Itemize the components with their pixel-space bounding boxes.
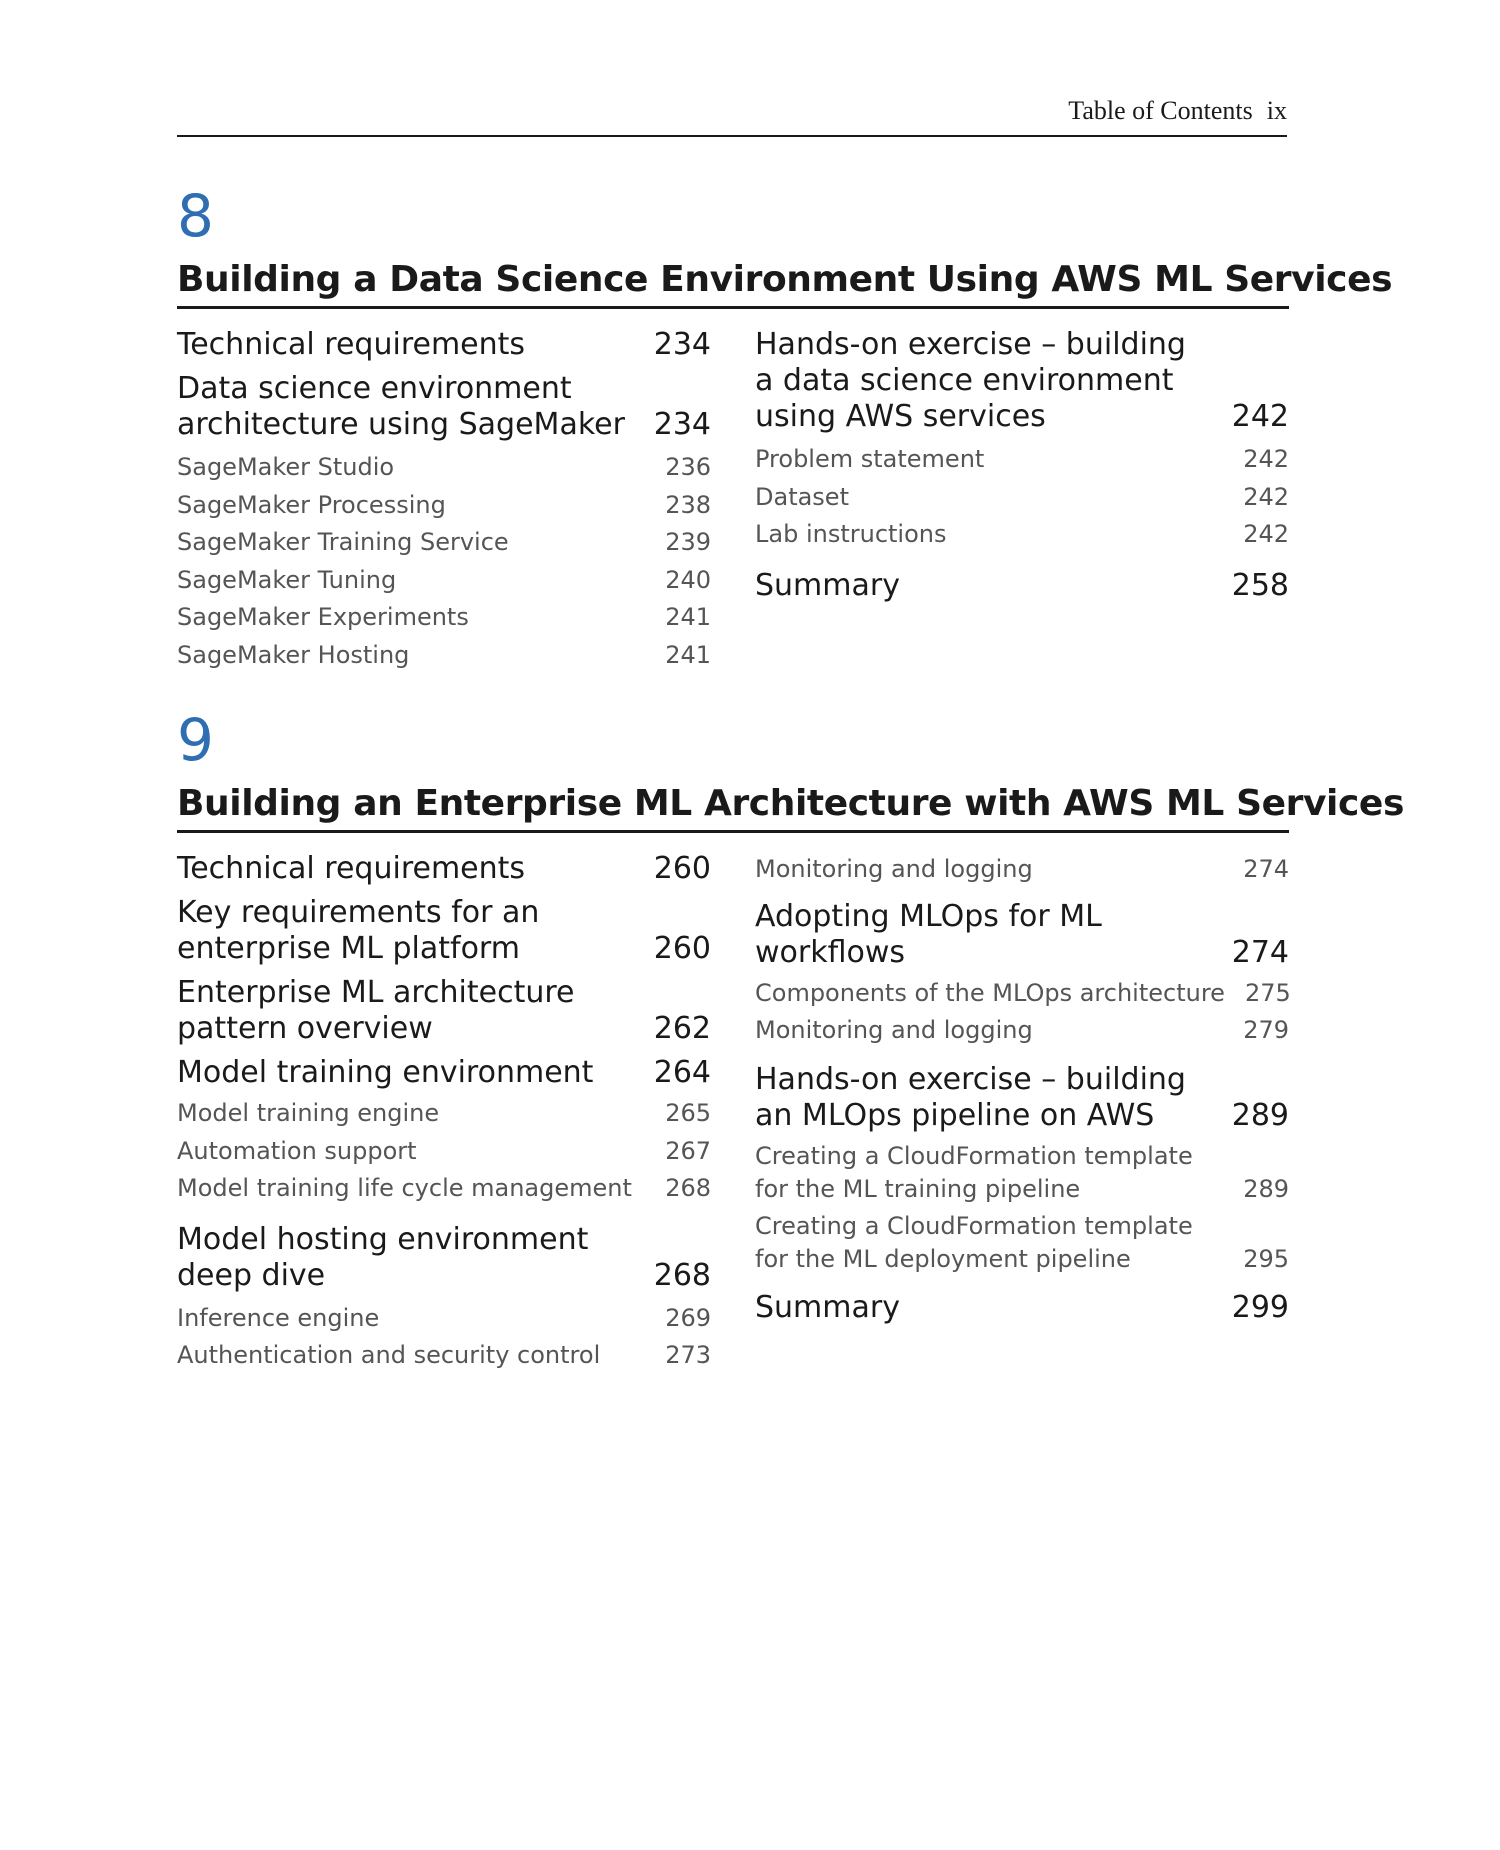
- toc-subentry[interactable]: SageMaker Experiments 241: [177, 603, 711, 631]
- toc-subentry[interactable]: Dataset 242: [755, 482, 1289, 511]
- running-header-title: Table of Contents: [1068, 96, 1253, 125]
- toc-entry[interactable]: Hands-on exercise – building an MLOps pipeline on AWS 289: [755, 1061, 1289, 1133]
- chapter-9: [177, 706, 1404, 1375]
- toc-subentry[interactable]: Creating a CloudFormation template for the ML training pipeline 289: [755, 1141, 1289, 1203]
- toc-entry[interactable]: Adopting MLOps for ML workflows 274: [755, 898, 1289, 970]
- toc-entry[interactable]: Technical requirements 260: [177, 851, 711, 886]
- toc-entry[interactable]: Hands-on exercise – building a data science environment using AWS services 242: [755, 327, 1289, 434]
- toc-subentry[interactable]: Monitoring and logging 279: [755, 1016, 1289, 1044]
- toc-entry[interactable]: Model training environment 264: [177, 1055, 711, 1090]
- toc-subentry[interactable]: Monitoring and logging 274: [755, 855, 1289, 883]
- running-header: [177, 96, 1287, 137]
- page-number: ix: [1266, 96, 1287, 125]
- chapter-number: 8: [177, 182, 214, 250]
- toc-subentry[interactable]: Authentication and security control 273: [177, 1341, 711, 1369]
- toc-entry[interactable]: Model hosting environment deep dive 268: [177, 1221, 711, 1293]
- toc-subentry[interactable]: SageMaker Studio 236: [177, 453, 711, 481]
- toc-column-left: [177, 851, 711, 1375]
- toc-column-left: [177, 327, 711, 674]
- chapter-8: [177, 182, 1393, 674]
- toc-subentry[interactable]: Model training life cycle management 268: [177, 1174, 711, 1202]
- toc-entry[interactable]: Technical requirements 234: [177, 327, 711, 362]
- toc-subentry[interactable]: Inference engine 269: [177, 1303, 711, 1332]
- toc-column-right: [755, 851, 1289, 1375]
- toc-entry[interactable]: Summary 258: [755, 567, 1289, 603]
- toc-subentry[interactable]: SageMaker Processing 238: [177, 490, 711, 519]
- toc-entry[interactable]: Data science environment architecture using SageMaker 234: [177, 371, 711, 442]
- toc-subentry[interactable]: Lab instructions 242: [755, 520, 1289, 548]
- chapter-title: Building an Enterprise ML Architecture with AWS ML Services: [177, 783, 1289, 833]
- toc-entry[interactable]: Key requirements for an enterprise ML platform 260: [177, 895, 711, 966]
- chapter-title: Building a Data Science Environment Using AWS ML Services: [177, 259, 1289, 309]
- toc-column-right: [755, 327, 1289, 674]
- toc-subentry[interactable]: Problem statement 242: [755, 445, 1289, 473]
- chapter-number: 9: [177, 706, 214, 774]
- toc-subentry[interactable]: Components of the MLOps architecture 275: [755, 978, 1291, 1007]
- toc-subentry[interactable]: SageMaker Training Service 239: [177, 528, 711, 556]
- toc-entry[interactable]: Enterprise ML architecture pattern overview 262: [177, 975, 711, 1046]
- toc-subentry[interactable]: SageMaker Hosting 241: [177, 640, 711, 669]
- toc-subentry[interactable]: Automation support 267: [177, 1136, 711, 1165]
- toc-subentry[interactable]: Model training engine 265: [177, 1099, 711, 1127]
- toc-entry[interactable]: Summary 299: [755, 1289, 1289, 1325]
- toc-subentry[interactable]: Creating a CloudFormation template for the ML deployment pipeline 295: [755, 1211, 1289, 1273]
- toc-subentry[interactable]: SageMaker Tuning 240: [177, 565, 711, 594]
